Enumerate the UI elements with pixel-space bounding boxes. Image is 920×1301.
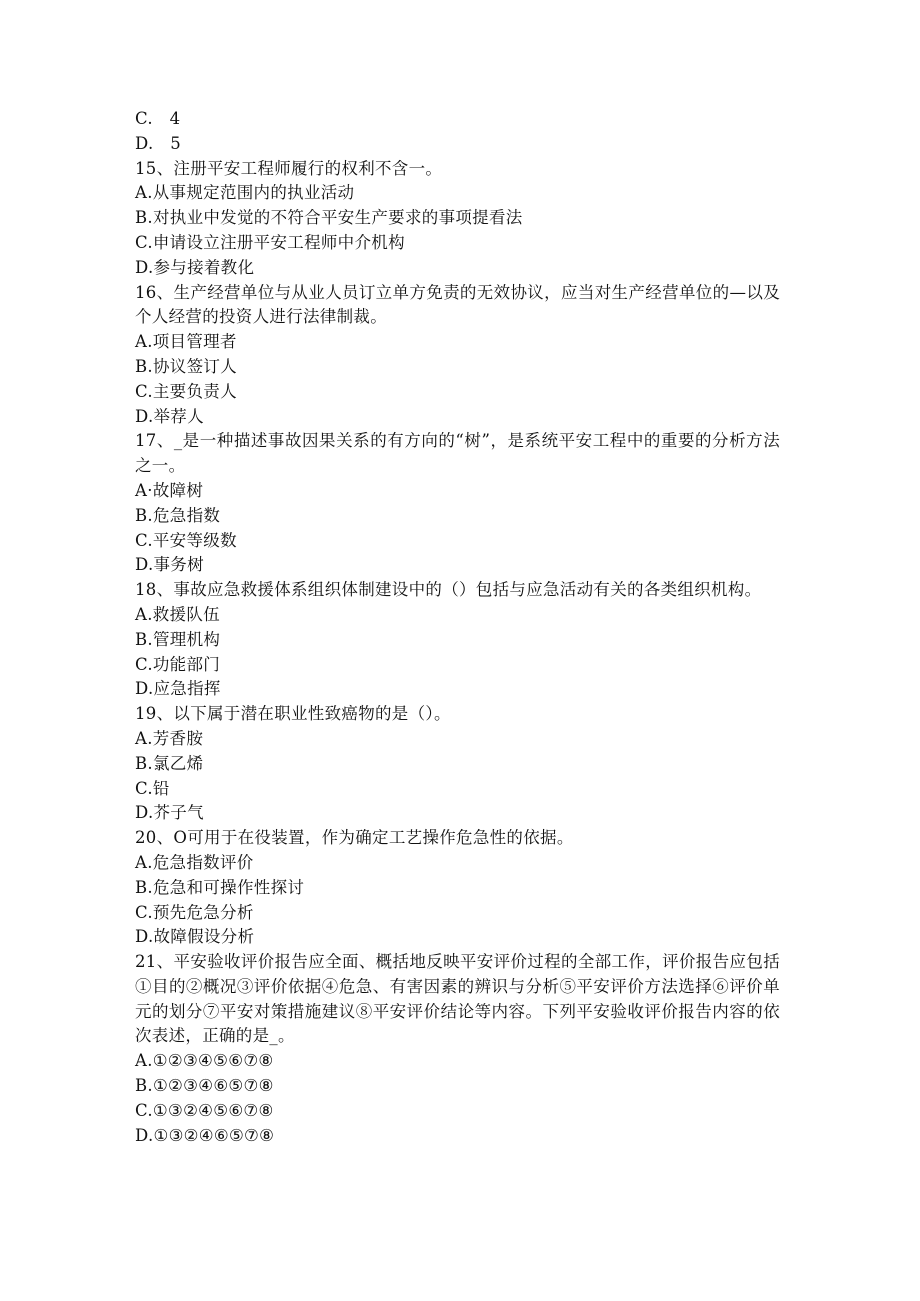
option-21-a: A.①②③④⑤⑥⑦⑧ xyxy=(135,1051,274,1071)
option-16-a: A.项目管理者 xyxy=(135,332,237,352)
option-16-c: C.主要负责人 xyxy=(135,381,237,401)
option-17-d: D.事务树 xyxy=(135,555,204,575)
option-15-d: D.参与接着教化 xyxy=(135,257,255,277)
option-15-a: A.从事规定范围内的执业活动 xyxy=(135,183,355,203)
question-15: 15、注册平安工程师履行的权利不含一。 xyxy=(135,158,443,178)
option-18-c: C.功能部门 xyxy=(135,654,221,674)
option-19-a: A.芳香胺 xyxy=(135,728,204,748)
option-18-d: D.应急指挥 xyxy=(135,679,221,699)
question-20: 20、O可用于在役装置，作为确定工艺操作危急性的依据。 xyxy=(135,828,574,848)
option-19-b: B.氯乙烯 xyxy=(135,753,204,773)
option-16-d: D.举荐人 xyxy=(135,406,204,426)
option-18-b: B.管理机构 xyxy=(135,629,221,649)
option-14-d: D. 5 xyxy=(135,133,182,153)
question-18: 18、事故应急救援体系组织体制建设中的（）包括与应急活动有关的各类组织机构。 xyxy=(135,580,762,600)
option-20-a: A.危急指数评价 xyxy=(135,852,254,872)
option-17-c: C.平安等级数 xyxy=(135,530,237,550)
option-14-c: C. 4 xyxy=(135,109,181,128)
option-20-b: B.危急和可操作性探讨 xyxy=(135,877,305,897)
option-21-b: B.①②③④⑥⑤⑦⑧ xyxy=(135,1076,274,1096)
option-15-c: C.申请设立注册平安工程师中介机构 xyxy=(135,232,405,252)
question-19: 19、以下属于潜在职业性致癌物的是（）。 xyxy=(135,704,451,724)
option-15-b: B.对执业中发觉的不符合平安生产要求的事项提看法 xyxy=(135,208,523,228)
option-17-b: B.危急指数 xyxy=(135,505,221,525)
option-18-a: A.救援队伍 xyxy=(135,604,220,624)
option-20-c: C.预先危急分析 xyxy=(135,902,254,922)
question-16: 16、生产经营单位与从业人员订立单方免责的无效协议，应当对生产经营单位的—以及个人经营的投资人进行法律制裁。 xyxy=(135,282,780,327)
option-19-d: D.芥子气 xyxy=(135,803,204,823)
question-21: 21、平安验收评价报告应全面、概括地反映平安评价过程的全部工作，评价报告应包括①目的②概况③评价依据④危急、有害因素的辨识与分析⑤平安评价方法选择⑥评价单元的划分⑦平安对策措施建议⑧平安评价结论等内容。下列平安验收评价报告内容的依次表述，正确的是_。 xyxy=(135,952,780,1046)
question-17: 17、_是一种描述事故因果关系的有方向的“树”，是系统平安工程中的重要的分析方法之一。 xyxy=(135,431,780,476)
document-page xyxy=(135,107,785,1148)
option-17-a: A·故障树 xyxy=(135,480,204,500)
option-21-c: C.①③②④⑤⑥⑦⑧ xyxy=(135,1100,274,1120)
option-19-c: C.铅 xyxy=(135,778,170,798)
option-16-b: B.协议签订人 xyxy=(135,356,237,376)
option-20-d: D.故障假设分析 xyxy=(135,927,255,947)
option-21-d: D.①③②④⑥⑤⑦⑧ xyxy=(135,1125,275,1145)
